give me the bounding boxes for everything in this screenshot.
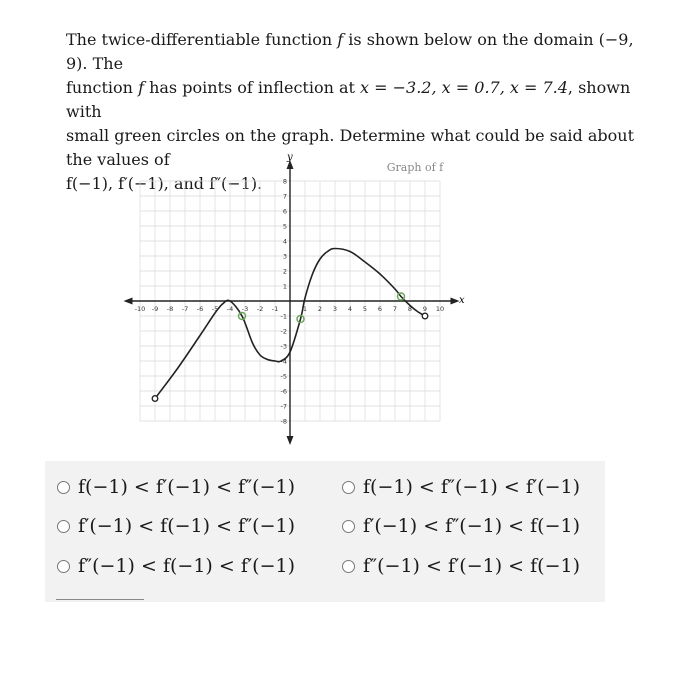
- x-tick-label: 4: [347, 305, 353, 313]
- choice-1[interactable]: [57, 476, 295, 498]
- y-tick-label: 3: [282, 252, 287, 261]
- y-tick-label: -3: [280, 342, 287, 351]
- question-line-3: small green circles on the graph. Determine what could be said about the values of: [66, 126, 635, 169]
- y-tick-label: -5: [280, 372, 287, 381]
- question-line-2: function f has points of inflection at x = −3.2, x = 0.7, x = 7.4, shown with: [66, 78, 631, 121]
- x-tick-label: 3: [332, 305, 338, 313]
- graph-svg: [120, 150, 480, 450]
- y-tick-label: 8: [282, 177, 287, 186]
- y-tick-label: 4: [282, 237, 287, 246]
- x-tick-label: 2: [317, 305, 323, 313]
- graph-of-f: [120, 150, 480, 450]
- choice-label: f″(−1) < f(−1) < f′(−1): [78, 555, 296, 577]
- choice-label: f′(−1) < f″(−1) < f(−1): [363, 515, 581, 537]
- choice-label: f′(−1) < f(−1) < f″(−1): [78, 515, 296, 537]
- open-endpoint: [152, 396, 158, 402]
- x-tick-label: 5: [362, 305, 368, 313]
- answer-choices: [45, 461, 605, 602]
- x-tick-label: -10: [134, 305, 146, 313]
- y-tick-label: 1: [282, 282, 287, 291]
- y-tick-label: -7: [280, 402, 287, 411]
- y-tick-label: 7: [282, 192, 287, 201]
- y-tick-label: -8: [280, 417, 287, 426]
- question-line-4: f(−1), f′(−1), and f″(−1).: [66, 174, 263, 193]
- x-tick-label: -2: [256, 305, 264, 313]
- choice-3[interactable]: [57, 515, 295, 537]
- x-tick-label: -6: [196, 305, 204, 313]
- graph-axes: [124, 160, 460, 445]
- y-tick-label: -4: [280, 357, 287, 366]
- y-tick-label: -2: [280, 327, 287, 336]
- radio-button[interactable]: [57, 520, 70, 533]
- divider-line: [56, 599, 144, 600]
- x-tick-label: -7: [181, 305, 189, 313]
- x-tick-label: -1: [271, 305, 279, 313]
- y-axis-arrow-down: [287, 436, 294, 445]
- x-tick-label: 6: [377, 305, 383, 313]
- y-tick-label: 2: [282, 267, 287, 276]
- y-tick-label: 6: [282, 207, 287, 216]
- radio-button[interactable]: [342, 520, 355, 533]
- x-tick-label: -5: [211, 305, 219, 313]
- radio-button[interactable]: [57, 481, 70, 494]
- question-line-1: The twice-differentiable function f is shown below on the domain (−9, 9). The: [66, 30, 634, 73]
- radio-button[interactable]: [57, 560, 70, 573]
- y-tick-label: -1: [280, 312, 287, 321]
- x-tick-label: -4: [226, 305, 234, 313]
- choice-4[interactable]: [342, 515, 580, 537]
- choice-6[interactable]: [342, 555, 580, 577]
- radio-button[interactable]: [342, 560, 355, 573]
- x-tick-label: -9: [151, 305, 159, 313]
- x-axis-label: x: [459, 295, 465, 306]
- x-tick-label: 10: [435, 305, 445, 313]
- x-tick-label: 8: [407, 305, 413, 313]
- x-tick-label: -3: [241, 305, 249, 313]
- y-tick-label: 5: [282, 222, 287, 231]
- graph-title: Graph of f: [386, 161, 444, 174]
- x-axis-arrow-left: [124, 298, 133, 305]
- choice-2[interactable]: [342, 476, 580, 498]
- y-tick-label: -6: [280, 387, 287, 396]
- choice-5[interactable]: [57, 555, 295, 577]
- choice-label: f″(−1) < f′(−1) < f(−1): [363, 555, 581, 577]
- radio-button[interactable]: [342, 481, 355, 494]
- choice-label: f(−1) < f″(−1) < f′(−1): [363, 476, 581, 498]
- x-tick-label: 7: [392, 305, 398, 313]
- y-axis-label: y: [287, 152, 293, 163]
- x-tick-label: -8: [166, 305, 174, 313]
- open-endpoint: [422, 313, 428, 319]
- x-tick-label: 9: [422, 305, 428, 313]
- choice-label: f(−1) < f′(−1) < f″(−1): [78, 476, 296, 498]
- x-tick-label: 1: [302, 305, 308, 313]
